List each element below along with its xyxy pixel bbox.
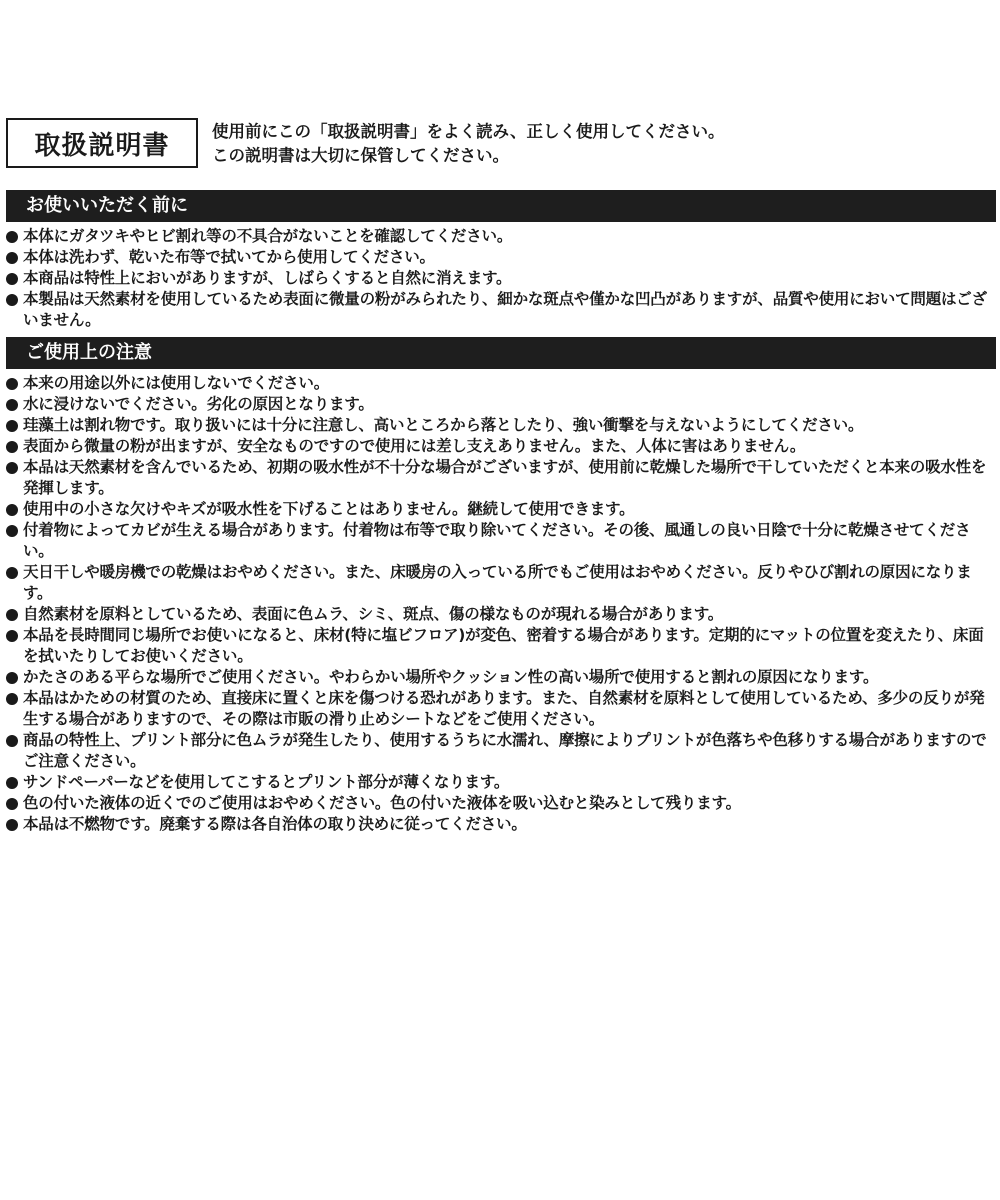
bullet-icon xyxy=(6,630,18,642)
list-item xyxy=(6,499,996,520)
list-item xyxy=(6,604,996,625)
list-item xyxy=(6,457,996,499)
bullet-list xyxy=(6,373,996,835)
list-item-text: 天日干しや暖房機での乾燥はおやめください。また、床暖房の入っている所でもご使用はおやめください。反りやひび割れの原因になります。 xyxy=(23,563,972,602)
list-item-text: 本品は不燃物です。廃棄する際は各自治体の取り決めに従ってください。 xyxy=(23,815,527,833)
list-item-text: 珪藻土は割れ物です。取り扱いには十分に注意し、高いところから落としたり、強い衝撃を与えないようにしてください。 xyxy=(23,416,864,434)
list-item-text: 付着物によってカビが生える場合があります。付着物は布等で取り除いてください。その後、風通しの良い日陰で十分に乾燥させてください。 xyxy=(23,521,971,560)
list-item xyxy=(6,394,996,415)
list-item xyxy=(6,625,996,667)
bullet-list xyxy=(6,226,996,331)
list-item-text: 水に浸けないでください。劣化の原因となります。 xyxy=(23,395,374,413)
list-item xyxy=(6,226,996,247)
list-item xyxy=(6,520,996,562)
bullet-icon xyxy=(6,504,18,516)
document-title: 取扱説明書 xyxy=(6,118,198,168)
list-item-text: 使用中の小さな欠けやキズが吸水性を下げることはありません。継続して使用できます。 xyxy=(23,500,635,518)
list-item xyxy=(6,814,996,835)
list-item xyxy=(6,289,996,331)
list-item xyxy=(6,436,996,457)
bullet-icon xyxy=(6,672,18,684)
list-item-text: 色の付いた液体の近くでのご使用はおやめください。色の付いた液体を吸い込むと染みとして残ります。 xyxy=(23,794,741,812)
list-item-text: サンドペーパーなどを使用してこするとプリント部分が薄くなります。 xyxy=(23,773,510,791)
list-item xyxy=(6,688,996,730)
list-item xyxy=(6,373,996,394)
bullet-icon xyxy=(6,441,18,453)
bullet-icon xyxy=(6,609,18,621)
bullet-icon xyxy=(6,735,18,747)
list-item xyxy=(6,793,996,814)
intro-text xyxy=(212,120,725,168)
bullet-icon xyxy=(6,273,18,285)
bullet-icon xyxy=(6,819,18,831)
list-item xyxy=(6,667,996,688)
list-item xyxy=(6,247,996,268)
section-heading: ご使用上の注意 xyxy=(6,337,996,369)
intro-line: この説明書は大切に保管してください。 xyxy=(212,146,509,165)
bullet-icon xyxy=(6,294,18,306)
bullet-icon xyxy=(6,399,18,411)
list-item xyxy=(6,772,996,793)
section-heading: お使いいただく前に xyxy=(6,190,996,222)
list-item-text: 本品は天然素材を含んでいるため、初期の吸水性が不十分な場合がございますが、使用前に乾燥した場所で干していただくと本来の吸水性を発揮します。 xyxy=(23,458,987,497)
document-header xyxy=(6,118,996,176)
bullet-icon xyxy=(6,525,18,537)
bullet-icon xyxy=(6,567,18,579)
list-item-text: 表面から微量の粉が出ますが、安全なものですので使用には差し支えありません。また、人体に害はありません。 xyxy=(23,437,806,455)
bullet-icon xyxy=(6,693,18,705)
section-before-use xyxy=(6,190,996,331)
list-item xyxy=(6,730,996,772)
bullet-icon xyxy=(6,777,18,789)
list-item-text: 本製品は天然素材を使用しているため表面に微量の粉がみられたり、細かな斑点や僅かな凹凸がありますが、品質や使用において問題はございません。 xyxy=(23,290,987,329)
bullet-icon xyxy=(6,252,18,264)
bullet-icon xyxy=(6,462,18,474)
list-item xyxy=(6,415,996,436)
list-item-text: 本商品は特性上においがありますが、しばらくすると自然に消えます。 xyxy=(23,269,512,287)
list-item-text: 本来の用途以外には使用しないでください。 xyxy=(23,374,330,392)
list-item-text: 本体は洗わず、乾いた布等で拭いてから使用してください。 xyxy=(23,248,435,266)
list-item-text: 本体にガタツキやヒビ割れ等の不具合がないことを確認してください。 xyxy=(23,227,513,245)
bullet-icon xyxy=(6,798,18,810)
list-item-text: 商品の特性上、プリント部分に色ムラが発生したり、使用するうちに水濡れ、摩擦によりプリントが色落ちや色移りする場合がありますのでご注意ください。 xyxy=(23,731,987,770)
bullet-icon xyxy=(6,231,18,243)
bullet-icon xyxy=(6,378,18,390)
list-item xyxy=(6,562,996,604)
list-item-text: 自然素材を原料としているため、表面に色ムラ、シミ、斑点、傷の様なものが現れる場合があります。 xyxy=(23,605,724,623)
list-item-text: 本品はかための材質のため、直接床に置くと床を傷つける恐れがあります。また、自然素材を原料として使用しているため、多少の反りが発生する場合がありますので、その際は市販の滑り止めシートなどをご使用ください。 xyxy=(23,689,985,728)
instruction-document xyxy=(6,118,996,835)
list-item-text: かたさのある平らな場所でご使用ください。やわらかい場所やクッション性の高い場所で使用すると割れの原因になります。 xyxy=(23,668,879,686)
intro-line: 使用前にこの「取扱説明書」をよく読み、正しく使用してください。 xyxy=(212,122,725,141)
bullet-icon xyxy=(6,420,18,432)
list-item xyxy=(6,268,996,289)
section-usage-cautions xyxy=(6,337,996,835)
list-item-text: 本品を長時間同じ場所でお使いになると、床材(特に塩ビフロア)が変色、密着する場合があります。定期的にマットの位置を変えたり、床面を拭いたりしてお使いください。 xyxy=(23,626,984,665)
